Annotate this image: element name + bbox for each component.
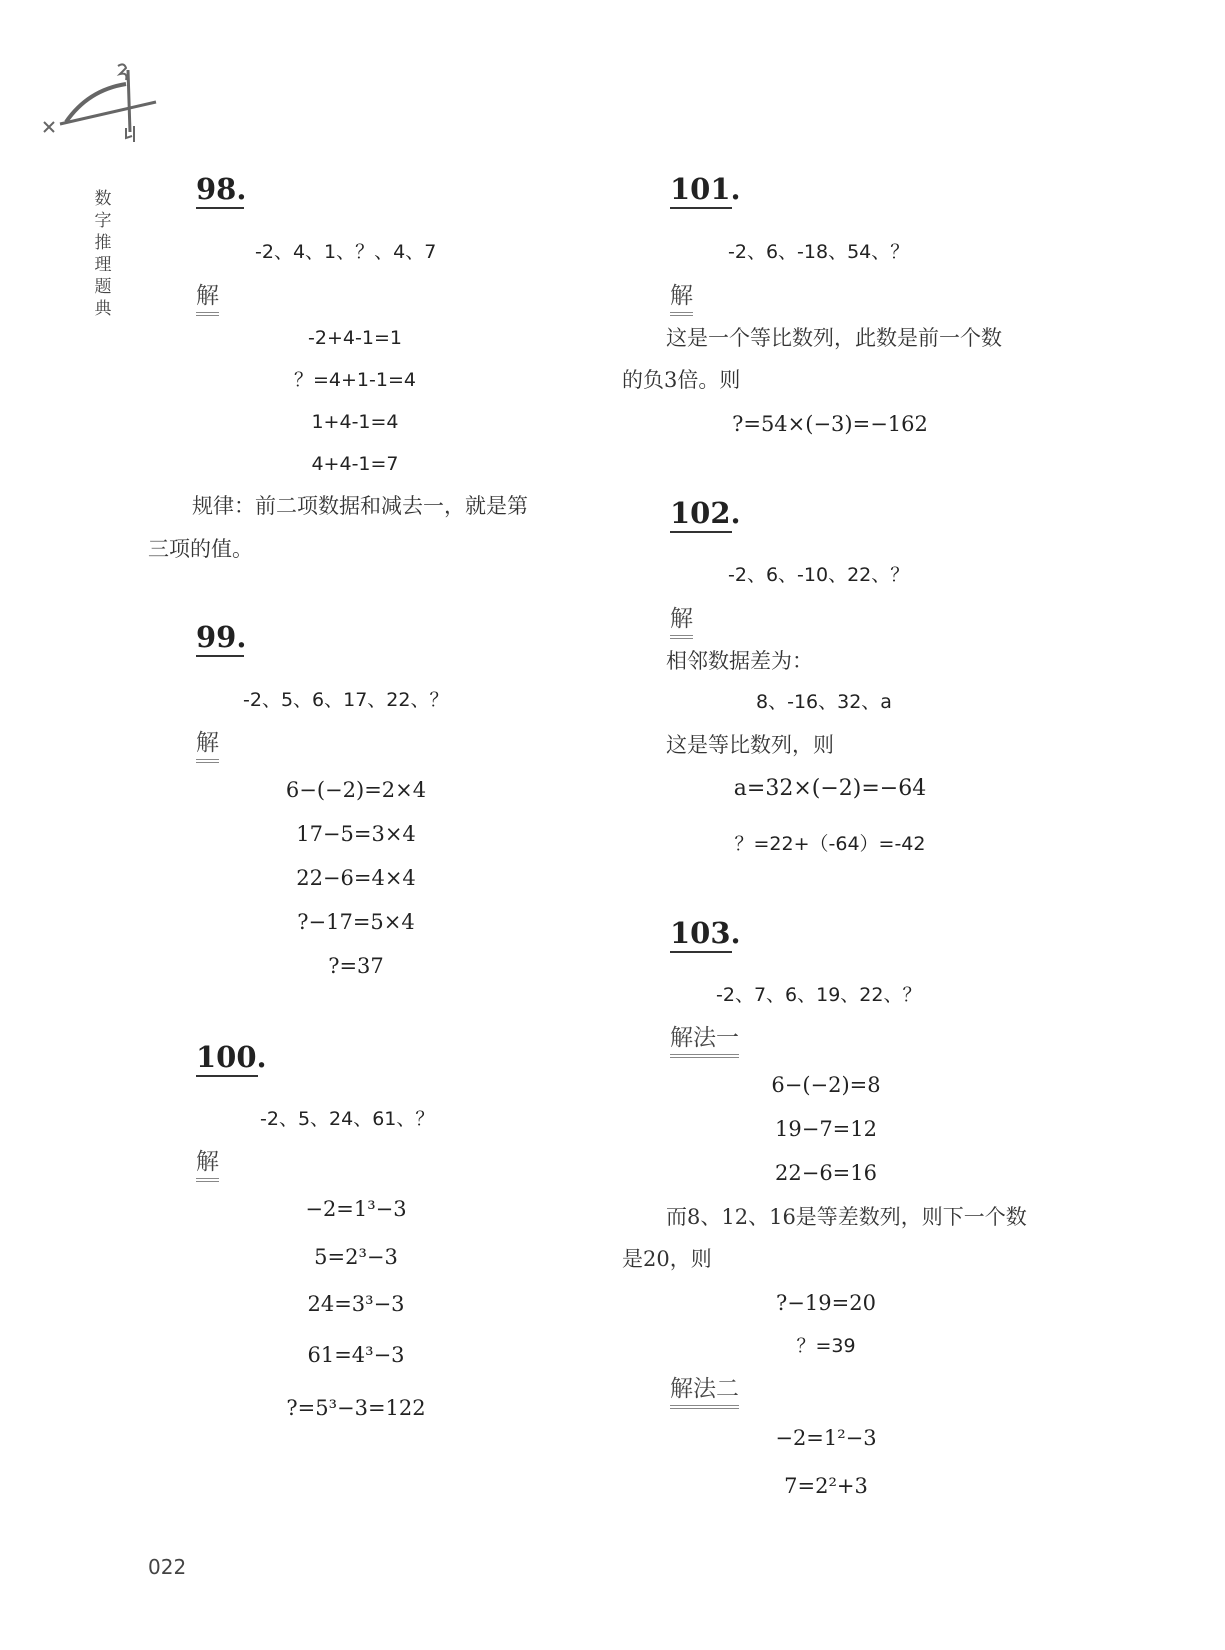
method-two-label: 解法二 [670,1375,739,1409]
solution-text: 而8、12、16是等差数列，则下一个数 [666,1205,1027,1229]
solution-text: 这是等比数列，则 [666,733,834,757]
solution-line: ?−17=5×4 [297,910,415,934]
method-one-label: 解法一 [670,1024,739,1058]
solution-line: ？=22+（-64）=-42 [734,833,926,855]
problem-number: 100. [196,1040,267,1074]
problem-sequence: -2、7、6、19、22、？ [716,984,922,1006]
problem-sequence: -2、5、6、17、22、？ [243,689,449,711]
rule-text: 三项的值。 [148,537,253,561]
solution-line: ?−19=20 [776,1291,876,1315]
solution-label: 解 [196,729,219,763]
solution-line: 22−6=16 [775,1161,877,1185]
side-book-title: 数 字 推 理 题 典 [94,189,112,319]
solution-label: 解 [670,605,693,639]
solution-line: 24=3³−3 [307,1292,405,1316]
solution-text: 是20，则 [622,1247,712,1271]
axes-logo-icon [38,60,168,150]
page-number: 022 [148,1555,187,1579]
solution-line: 19−7=12 [775,1117,877,1141]
solution-line: −2=1³−3 [305,1197,407,1221]
problem-number-underline [196,207,244,209]
problem-number-underline [670,951,732,953]
rule-text: 规律：前二项数据和减去一，就是第 [192,494,528,518]
solution-text: 这是一个等比数列，此数是前一个数 [666,326,1002,350]
problem-number: 101. [670,172,741,206]
solution-line: 61=4³−3 [307,1343,405,1367]
solution-line: 6−(−2)=8 [771,1073,881,1097]
solution-label: 解 [196,1148,219,1182]
problem-number-underline [196,1075,258,1077]
problem-number-underline [670,531,732,533]
solution-line: −2=1²−3 [775,1426,877,1450]
solution-label: 解 [196,282,219,316]
problem-sequence: -2、4、1、？、4、7 [255,241,437,263]
solution-line: 4+4-1=7 [311,453,399,475]
solution-line: 7=2²+3 [784,1474,868,1498]
problem-number: 99. [196,620,247,654]
solution-line: 22−6=4×4 [296,866,416,890]
problem-number-underline [670,207,732,209]
differences-line: 8、-16、32、a [756,691,892,713]
solution-label: 解 [670,282,693,316]
solution-line: ?=54×(−3)=−162 [732,412,928,436]
solution-line: 1+4-1=4 [311,411,399,433]
solution-line: -2+4-1=1 [308,327,402,349]
problem-sequence: -2、5、24、61、？ [260,1108,435,1130]
solution-text: 相邻数据差为： [666,649,813,673]
solution-line: ？=4+1-1=4 [294,369,416,391]
solution-line: 5=2³−3 [314,1245,398,1269]
solution-text: 的负3倍。则 [622,368,741,392]
solution-line: 17−5=3×4 [296,822,416,846]
problem-number-underline [196,655,244,657]
solution-line: ？=39 [796,1335,856,1357]
solution-line: 6−(−2)=2×4 [285,778,427,802]
solution-line: ?=5³−3=122 [286,1396,426,1420]
problem-sequence: -2、6、-18、54、？ [728,241,910,263]
problem-sequence: -2、6、-10、22、？ [728,564,910,586]
solution-line: ?=37 [328,954,384,978]
problem-number: 103. [670,916,741,950]
problem-number: 98. [196,172,247,206]
solution-line: a=32×(−2)=−64 [733,776,927,801]
problem-number: 102. [670,496,741,530]
